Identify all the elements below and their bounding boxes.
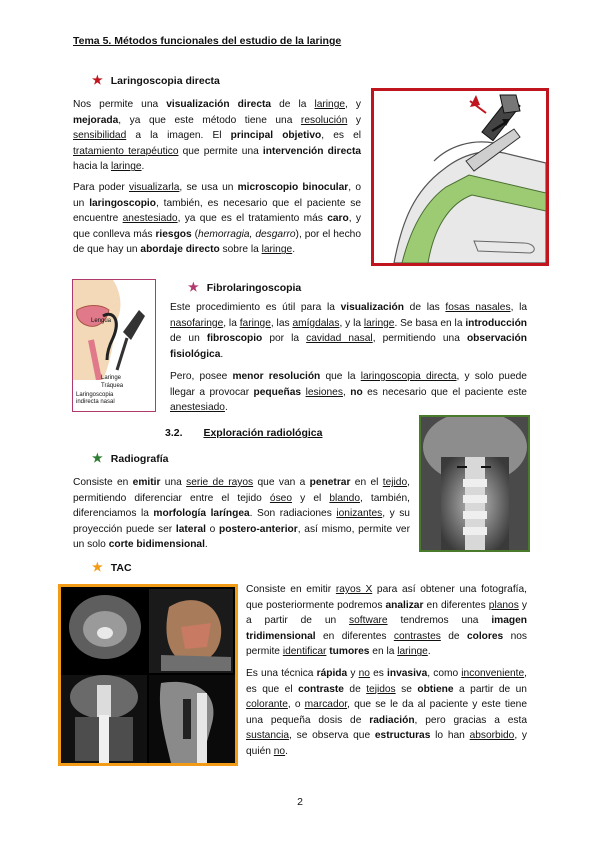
text-run: caro: [327, 213, 349, 225]
text-run: , y la: [339, 317, 364, 329]
text-run: corte bidimensional: [108, 539, 205, 551]
ct-figure: [58, 584, 238, 766]
text-run: que permite una: [178, 145, 263, 157]
paragraph: [246, 582, 527, 660]
text-run: laringe: [314, 99, 346, 110]
text-run: estructuras: [374, 730, 431, 742]
text-run: no: [358, 668, 370, 679]
star-icon: ★: [92, 73, 103, 87]
text-run: rápida: [316, 668, 348, 679]
text-run: software: [349, 615, 388, 627]
label-lengua: Lengua: [91, 318, 112, 324]
text-run: visualización: [340, 302, 404, 313]
text-run: riesgos: [155, 228, 192, 240]
text-run: , ya que es el tratamiento más: [177, 213, 328, 225]
text-run: colorante: [246, 699, 288, 711]
text-run: , y quién: [246, 730, 528, 757]
text-run: , y su proyección puede ser: [73, 508, 410, 535]
text-run: , ya que este método tiene una: [118, 114, 301, 126]
text-run: nasofaringe: [170, 317, 224, 329]
star-icon: ★: [92, 560, 103, 574]
text-run: o: [205, 523, 220, 535]
paragraph: [73, 97, 361, 175]
text-run: .: [204, 539, 208, 551]
text-run: inconveniente: [461, 668, 525, 679]
text-run: identificar: [282, 646, 327, 658]
text-run: hacia la: [73, 161, 111, 173]
text-run: . Se basa en la: [394, 317, 466, 329]
figure-caption: Laringoscopia indirecta nasal: [76, 392, 115, 405]
text-run: para así obtener una fotografía, que posteriormente podremos: [246, 584, 527, 611]
text-run: en la: [369, 646, 398, 658]
text-run: no: [350, 386, 363, 398]
heading-fibrolaringoscopia: ★ Fibrolaringoscopia: [188, 280, 302, 294]
text-run: ionizantes: [336, 508, 383, 520]
text-run: fibroscopio: [206, 333, 263, 345]
text-run: Este procedimiento es útil para la: [170, 302, 341, 313]
text-run: colores: [466, 630, 504, 642]
text-run: obtiene: [417, 683, 454, 695]
text-run: laringoscopio: [89, 197, 156, 209]
text-run: de: [343, 683, 367, 695]
text-run: .: [292, 244, 296, 256]
text-run: invasiva: [387, 668, 428, 679]
text-run: , o un: [73, 182, 361, 209]
label-laringe: Laringe: [101, 375, 122, 381]
text-run: tratamiento terapéutico: [73, 145, 179, 157]
text-run: lesiones: [305, 386, 343, 398]
text-run: , la: [223, 317, 240, 329]
star-icon: ★: [188, 280, 199, 294]
text-run: y el: [292, 492, 330, 504]
text-run: sensibilidad: [73, 130, 127, 142]
text-run: lo han: [430, 730, 470, 742]
text-run: una: [160, 477, 187, 488]
text-run: blando: [329, 492, 360, 504]
page-number: 2: [297, 796, 303, 808]
text-run: mejorada: [73, 114, 119, 126]
text-run: contraste: [298, 683, 344, 695]
text-run: , es el: [321, 130, 362, 142]
text-run: , las: [270, 317, 293, 329]
paragraph: [246, 666, 527, 760]
text-run: (: [191, 228, 199, 240]
text-run: laringe: [397, 646, 428, 658]
text-run: rayos X: [335, 584, 373, 595]
text-run: Para poder: [73, 182, 130, 193]
text-run: , la: [510, 302, 528, 313]
text-run: anestesiado: [170, 402, 225, 414]
section-heading: 3.2. Exploración radiológica: [165, 427, 323, 439]
text-run: Pero, posee: [170, 371, 233, 382]
star-icon: ★: [92, 451, 103, 465]
text-run: , pero gracias a esta: [414, 714, 527, 726]
text-run: . Son radiaciones: [249, 508, 337, 520]
text-run: visualización directa: [166, 99, 272, 110]
text-run: visualizarla: [129, 182, 180, 193]
text-run: Consiste en: [73, 477, 133, 488]
text-run: resolución: [300, 114, 348, 126]
text-run: , permitiendo diferenciar entre el tejido: [73, 477, 410, 504]
text-run: lateral: [175, 523, 206, 535]
label-traquea: Tráquea: [101, 383, 124, 389]
text-run: .: [224, 402, 228, 414]
text-run: , como: [427, 668, 462, 679]
text-run: Consiste en emitir: [246, 584, 336, 595]
text-run: planos: [488, 599, 519, 611]
fibroscopy-figure: [72, 279, 156, 412]
text-run: microscopio binocular: [237, 182, 349, 193]
text-run: que la: [320, 371, 361, 382]
laryngoscopy-figure: [371, 88, 549, 266]
text-run: a partir de un: [453, 683, 527, 695]
text-run: principal objetivo: [230, 130, 322, 142]
page-title: Tema 5. Métodos funcionales del estudio de la laringe: [73, 35, 342, 47]
text-run: de las: [404, 302, 446, 313]
text-run: tejidos: [366, 683, 396, 695]
text-run: no: [273, 745, 286, 757]
text-run: en diferentes: [423, 599, 489, 611]
text-run: laringe: [261, 244, 293, 256]
text-run: observación fisiológica: [170, 333, 527, 360]
text-run: anestesiado: [122, 213, 178, 225]
text-run: Es una técnica: [246, 668, 317, 679]
text-run: , permitiendo una: [372, 333, 467, 345]
paragraph: [170, 300, 527, 362]
text-run: es necesario que el paciente este: [362, 386, 527, 398]
text-run: en diferentes: [315, 630, 394, 642]
text-run: contrastes: [393, 630, 441, 642]
text-run: y a partir de un: [246, 599, 527, 627]
text-run: marcador: [304, 699, 348, 711]
text-run: , también, diferenciamos la: [73, 492, 411, 520]
heading-tac: ★ TAC: [92, 560, 132, 574]
text-run: , también, es necesario que el paciente se encuentre: [73, 197, 361, 225]
text-run: ), por el hecho de que hay un: [73, 228, 361, 256]
text-run: , así mismo, permite ver un solo: [73, 523, 410, 551]
text-run: , que se le da al paciente y este tiene una pequeña dosis de: [246, 699, 527, 726]
text-run: introducción: [465, 317, 528, 329]
text-run: fosas nasales: [445, 302, 511, 313]
text-run: óseo: [269, 492, 292, 504]
text-run: de la: [271, 99, 315, 110]
text-run: en el: [350, 477, 383, 488]
text-run: de: [440, 630, 467, 642]
text-run: Nos permite una: [73, 99, 167, 110]
text-run: de un: [170, 333, 207, 345]
text-run: por la: [262, 333, 307, 345]
text-run: .: [285, 745, 288, 757]
text-run: sustancia: [246, 730, 290, 742]
text-run: tejido: [382, 477, 408, 488]
text-run: es: [369, 668, 388, 679]
heading-laringoscopia: ★ Laringoscopia directa: [92, 73, 220, 87]
text-run: analizar: [385, 599, 424, 611]
text-run: absorbido: [469, 730, 515, 742]
text-run: , y solo puede llegar a provocar: [170, 371, 527, 398]
text-run: y: [347, 114, 361, 126]
paragraph: [73, 475, 410, 553]
text-run: laringe: [363, 317, 395, 329]
text-run: faringe: [239, 317, 271, 329]
xray-figure: [419, 415, 530, 552]
text-run: que van a: [253, 477, 310, 488]
text-run: se: [395, 683, 418, 695]
text-run: intervención directa: [262, 145, 361, 157]
paragraph: [170, 369, 527, 416]
text-run: cavidad nasal: [306, 333, 373, 345]
text-run: penetrar: [309, 477, 351, 488]
text-run: menor resolución: [232, 371, 321, 382]
text-run: postero-anterior: [219, 523, 298, 535]
text-run: tumores: [329, 646, 370, 658]
text-run: , o: [287, 699, 305, 711]
text-run: , y que conlleva más: [73, 213, 361, 240]
text-run: laringe: [110, 161, 142, 173]
text-run: radiación: [369, 714, 415, 726]
text-run: .: [220, 348, 224, 360]
text-run: , y: [345, 99, 361, 110]
text-run: tendremos una: [387, 615, 492, 627]
text-run: serie de rayos: [186, 477, 254, 488]
text-run: abordaje directo: [140, 244, 220, 256]
text-run: laringoscopia directa: [360, 371, 457, 382]
text-run: amígdalas: [292, 317, 340, 329]
text-run: .: [141, 161, 145, 173]
heading-radiografia: ★ Radiografía: [92, 451, 169, 465]
paragraph: [73, 180, 361, 258]
text-run: hemorragia, desgarro: [198, 228, 296, 240]
text-run: a la imagen. El: [126, 130, 231, 142]
text-run: pequeñas: [253, 386, 302, 398]
text-run: , es que el: [246, 668, 528, 695]
text-run: y: [347, 668, 359, 679]
text-run: imagen tridimensional: [246, 615, 527, 642]
text-run: , se usa un: [179, 182, 238, 193]
text-run: ,: [342, 386, 351, 398]
text-run: morfología laríngea: [153, 508, 250, 520]
text-run: emitir: [132, 477, 161, 488]
text-run: nos permite: [246, 630, 527, 658]
text-run: sobre la: [219, 244, 262, 256]
text-run: .: [427, 646, 431, 658]
text-run: , se observa que: [289, 730, 375, 742]
